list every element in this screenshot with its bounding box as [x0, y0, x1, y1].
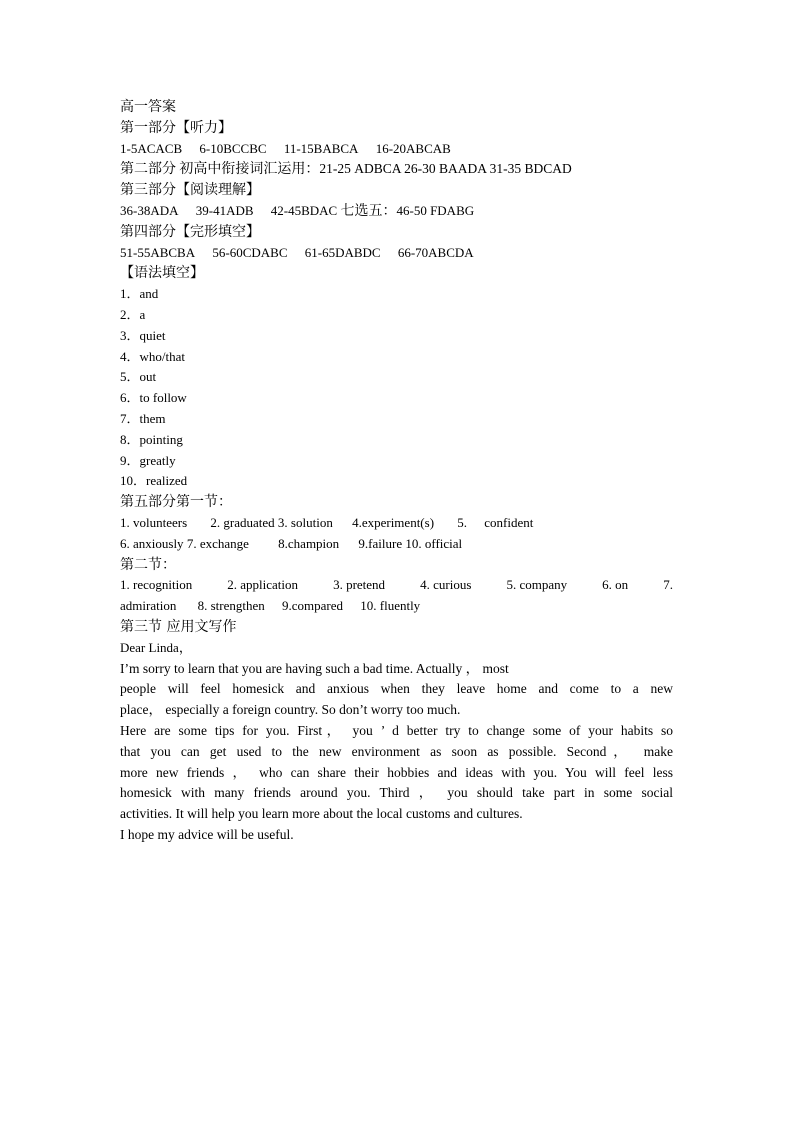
list-item: 9．greatly: [120, 452, 176, 468]
answer-group: 31-35 BDCAD: [489, 161, 572, 177]
part5-row2: [120, 534, 673, 555]
answer-group: 42-45BDAC: [270, 202, 338, 218]
answer-group: 61-65DABDC: [304, 244, 381, 260]
answer-item: 10. fluently: [360, 598, 421, 614]
list-item: 2．a: [120, 306, 146, 322]
letter-line: homesick with many friends around you. Third ， you should take part in some social: [120, 785, 673, 801]
letter-line: I’m sorry to learn that you are having such a bad time. Actually ， most: [120, 660, 509, 676]
answer-item: 9.failure: [358, 535, 403, 551]
answer-item: 2. application: [227, 577, 299, 593]
answer-group: 36-38ADA: [120, 202, 179, 218]
grammar-heading: 【语法填空】: [120, 265, 204, 282]
answer-group: 46-50 FDABG: [396, 202, 475, 218]
part1-answers: [120, 139, 673, 160]
letter-body: [120, 659, 673, 846]
part2-subtitle: 初高中衔接词汇运用：: [179, 161, 320, 178]
part1-heading: 第一部分【听力】: [120, 119, 232, 136]
letter-line: I hope my advice will be useful.: [120, 826, 294, 842]
answer-group: 39-41ADB: [195, 202, 254, 218]
section3-heading: 第三节 应用文写作: [120, 618, 237, 635]
letter-line: people will feel homesick and anxious when they leave home and come to a new: [120, 681, 673, 697]
grammar-list: [120, 284, 673, 492]
answer-group: 11-15BABCA: [283, 140, 359, 156]
answer-item: 4.experiment(s): [352, 514, 435, 530]
answer-group: 56-60CDABC: [212, 244, 288, 260]
answer-group: 66-70ABCDA: [397, 244, 474, 260]
answer-item: 7.: [663, 577, 673, 593]
section2-heading: 第二节：: [120, 556, 176, 573]
part3-heading: 第三部分【阅读理解】: [120, 182, 260, 199]
answer-item: 1. recognition: [120, 577, 193, 593]
answer-item: 5. company: [506, 577, 568, 593]
answer-item: admiration: [120, 598, 177, 614]
part3-extra-label: 七选五：: [340, 202, 397, 219]
section2-row2: [120, 596, 673, 617]
answer-group: 16-20ABCAB: [375, 140, 451, 156]
answer-group: 1-5ACACB: [120, 140, 183, 156]
list-item: 6．to follow: [120, 390, 187, 406]
answer-item: 3. pretend: [333, 577, 386, 593]
answer-item: 3. solution: [277, 514, 333, 530]
part5-heading: 第五部分第一节：: [120, 494, 232, 511]
letter-line: activities. It will help you learn more about the local customs and cultures.: [120, 806, 523, 822]
part2-heading: 第二部分: [120, 161, 176, 178]
answer-item: 1. volunteers: [120, 514, 188, 530]
part2-line: [120, 159, 673, 180]
answer-document: [120, 97, 673, 846]
part5-row1: [120, 513, 673, 534]
answer-group: 21-25 ADBCA: [319, 161, 401, 177]
answer-item: 10. official: [405, 535, 463, 551]
answer-group: 26-30 BAADA: [404, 161, 487, 177]
list-item: 7．them: [120, 410, 166, 426]
list-item: 10．realized: [120, 473, 188, 489]
part4-answers: [120, 243, 673, 264]
letter-line: Here are some tips for you. First， you ’ d better try to change some of your habits so: [120, 722, 673, 738]
list-item: 3．quiet: [120, 327, 166, 343]
answer-item: 7. exchange: [186, 535, 249, 551]
letter-line: place， especially a foreign country. So don’t worry too much.: [120, 702, 461, 718]
part3-answers: [120, 201, 673, 222]
letter-line: more new friends ， who can share their hobbies and ideas with you. You will feel less: [120, 764, 673, 780]
answer-item: 9.compared: [281, 598, 343, 614]
list-item: 1．and: [120, 286, 159, 302]
section2-row1: [120, 575, 673, 596]
answer-item: confident: [484, 514, 534, 530]
answer-group: 51-55ABCBA: [120, 244, 196, 260]
answer-item: 8. strengthen: [197, 598, 265, 614]
answer-item: 6. on: [602, 577, 629, 593]
letter-greeting: Dear Linda，: [120, 639, 192, 655]
answer-item: 5.: [457, 514, 468, 530]
answer-item: 4. curious: [420, 577, 472, 593]
list-item: 4．who/that: [120, 348, 186, 364]
answer-item: 6. anxiously: [120, 535, 184, 551]
letter-line: that you can get used to the new environment as soon as possible. Second， make: [120, 743, 673, 759]
answer-group: 6-10BCCBC: [199, 140, 267, 156]
answer-item: 2. graduated: [210, 514, 275, 530]
document-title: 高一答案: [120, 99, 176, 115]
answer-item: 8.champion: [278, 535, 340, 551]
part4-heading: 第四部分【完形填空】: [120, 223, 260, 240]
list-item: 5．out: [120, 369, 157, 385]
list-item: 8．pointing: [120, 431, 183, 447]
